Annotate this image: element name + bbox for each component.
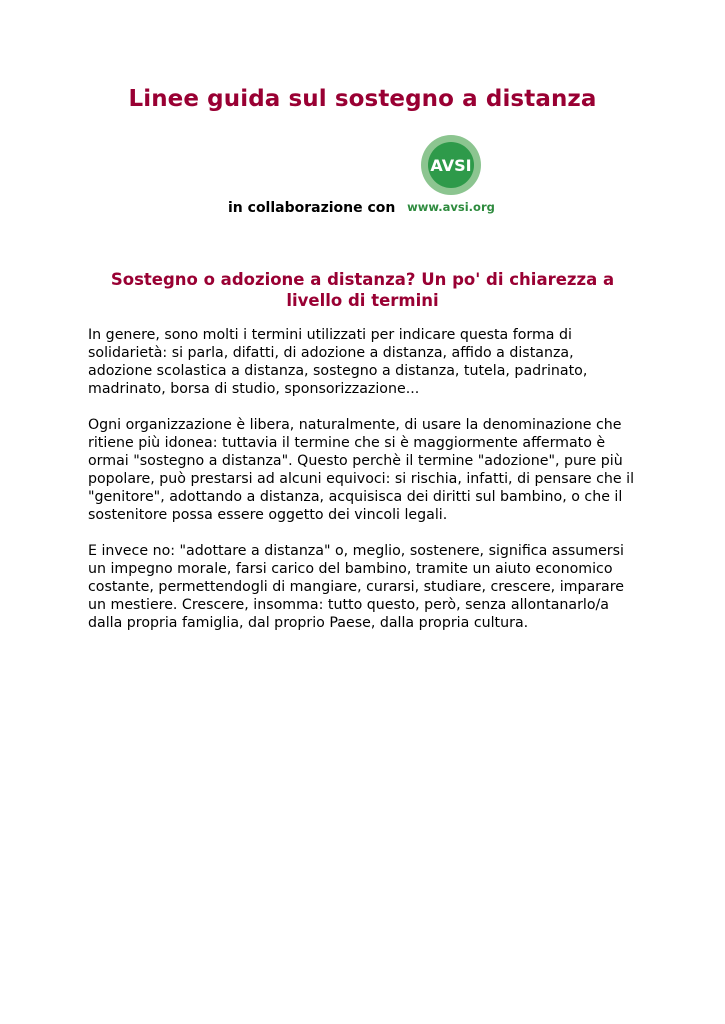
- page-title: Linee guida sul sostegno a distanza: [128, 86, 597, 112]
- avsi-logo-icon: [405, 135, 500, 217]
- section-heading: Sostegno o adozione a distanza? Un po' di chiarezza a livello di termini: [110, 270, 615, 310]
- paragraph-1: In genere, sono molti i termini utilizzati per indicare questa forma di solidarietà: si parla, difatti, di adozione a distanza, affido a distanza, adozione scolastica a distanza, sostegno a distanza, tutela, padrinato, madrinato, borsa di studio, sponsorizzazione...: [88, 327, 588, 397]
- logo-text: AVSI: [430, 156, 472, 175]
- paragraph-2: Ogni organizzazione è libera, naturalmente, di usare la denominazione che ritiene più idonea: tuttavia il termine che si è maggiormente affermato è ormai "sostegno a distanza". Questo perchè il termine "adozione", pure più popolare, può prestarsi ad alcuni equivoci: si rischia, infatti, di pensare che il "genitore", adottando a distanza, acquisisca dei diritti sul bambino, o che il sostenitore possa essere oggetto dei vincoli legali.: [88, 417, 635, 523]
- body-text: [88, 326, 638, 650]
- collaboration-label: in collaborazione con: [228, 200, 396, 216]
- paragraph-3: E invece no: "adottare a distanza" o, meglio, sostenere, significa assumersi un impegno morale, farsi carico del bambino, tramite un aiuto economico costante, permettendogli di mangiare, curarsi, studiare, crescere, imparare un mestiere. Crescere, insomma: tutto questo, però, senza allontanarlo/a dalla propria famiglia, dal proprio Paese, dalla propria cultura.: [88, 543, 624, 631]
- logo-url: www.avsi.org: [407, 200, 495, 214]
- avsi-logo: [405, 135, 500, 217]
